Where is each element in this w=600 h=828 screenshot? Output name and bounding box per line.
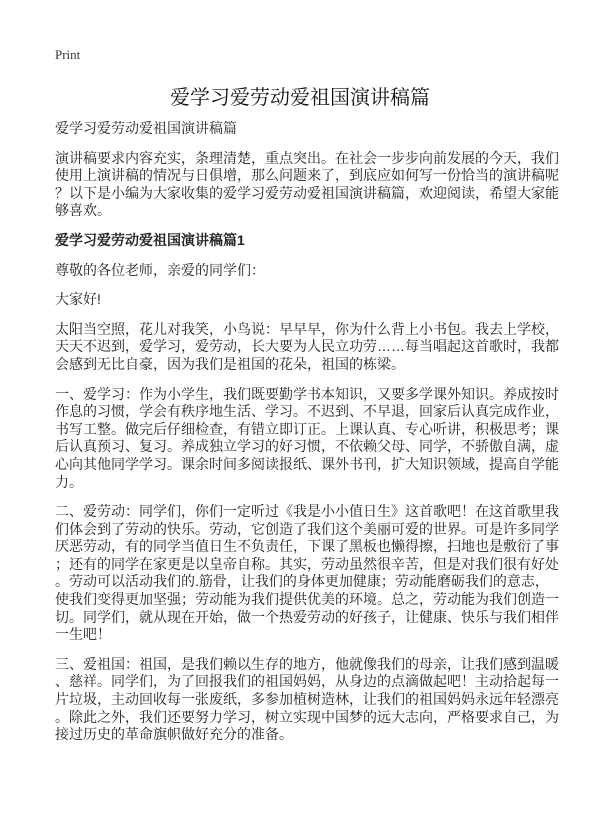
text-line: 。除此之外，我们还要努力学习，树立实现中国梦的远大志向，严格要求自己，为 (55, 708, 559, 725)
section-heading (55, 232, 535, 250)
print-link[interactable]: Print (55, 47, 81, 62)
paragraph (55, 120, 535, 138)
text-line: 力。 (55, 473, 83, 490)
text-line: 。劳动可以活动我们的.筋骨，让我们的身体更加健康；劳动能磨砺我们的意志， (55, 573, 549, 590)
text-line: 心向其他同学学习。课余时间多阅读报纸、课外书刊，扩大知识领域，提高自学能 (55, 455, 559, 472)
text-line: 三、爱祖国：祖国，是我们赖以生存的地方，他就像我们的母亲，让我们感到温暖 (55, 655, 559, 672)
paragraph (55, 655, 559, 744)
paragraph (55, 320, 559, 374)
text-line: 爱学习爱劳动爱祖国演讲稿篇1 (55, 231, 245, 248)
paragraph (55, 262, 535, 280)
text-line: 尊敬的各位老师，亲爱的同学们： (55, 261, 265, 278)
document-body (55, 120, 559, 756)
text-line: 会感到无比自豪，因为我们是祖国的花朵，祖国的栋梁。 (55, 355, 405, 372)
paragraph (55, 291, 535, 309)
paragraph (55, 503, 559, 644)
document-title: 爱学习爱劳动爱祖国演讲稿篇 (170, 87, 430, 109)
text-line: 使用上演讲稿的情况与日俱增，那么问题来了，到底应如何写一份恰当的演讲稿呢 (55, 167, 559, 184)
text-line: 够喜欢。 (55, 202, 111, 219)
text-line: 厌恶劳动，有的同学当值日生不负责任，下课了黑板也懒得擦，扫地也是敷衍了事 (55, 538, 559, 555)
text-line: 后认真预习、复习。养成独立学习的好习惯，不依赖父母、同学，不骄傲自满，虚 (55, 438, 559, 455)
text-line: 二、爱劳动：同学们，你们一定听过《我是小小值日生》这首歌吧！在这首歌里我 (55, 503, 559, 520)
paragraph (55, 149, 559, 220)
text-line: 演讲稿要求内容充实，条理清楚，重点突出。在社会一步步向前发展的今天，我们 (55, 149, 559, 166)
paragraph (55, 385, 559, 492)
text-line: 一生吧！ (55, 626, 111, 643)
text-line: ；还有的同学在家更是以皇帝自称。其实，劳动虽然很辛苦，但是对我们很有好处 (55, 555, 559, 572)
text-line: 切。同学们，就从现在开始，做一个热爱劳动的好孩子，让健康、快乐与我们相伴 (55, 608, 559, 625)
text-line: 太阳当空照，花儿对我笑，小鸟说：早早早，你为什么背上小书包。我去上学校， (55, 320, 559, 337)
text-line: 作息的习惯，学会有秩序地生活、学习。不迟到、不早退，回家后认真完成作业， (55, 403, 559, 420)
text-line: 接过历史的革命旗帜做好充分的准备。 (55, 726, 293, 743)
text-line: 书写工整。做完后仔细检查，有错立即订正。上课认真、专心听讲，积极思考；课 (55, 420, 559, 437)
text-line: 片垃圾，主动回收每一张废纸，多参加植树造林，让我们的祖国妈妈永远年轻漂亮 (55, 691, 559, 708)
text-line: ？以下是小编为大家收集的爱学习爱劳动爱祖国演讲稿篇，欢迎阅读，希望大家能 (55, 184, 559, 201)
text-line: 、慈祥。同学们，为了回报我们的祖国妈妈，从身边的点滴做起吧！主动拾起每一 (55, 673, 559, 690)
text-line: 们体会到了劳动的快乐。劳动，它创造了我们这个美丽可爱的世界。可是许多同学 (55, 520, 559, 537)
text-line: 大家好! (55, 291, 101, 308)
text-line: 一、爱学习：作为小学生，我们既要勤学书本知识，又要多学课外知识。养成按时 (55, 385, 559, 402)
text-line: 天天不迟到，爱学习，爱劳动，长大要为人民立功劳……每当唱起这首歌时，我都 (55, 338, 559, 355)
text-line: 爱学习爱劳动爱祖国演讲稿篇 (55, 120, 237, 136)
text-line: 使我们变得更加坚强；劳动能为我们提供优美的环境。总之，劳动能为我们创造一 (55, 591, 559, 608)
